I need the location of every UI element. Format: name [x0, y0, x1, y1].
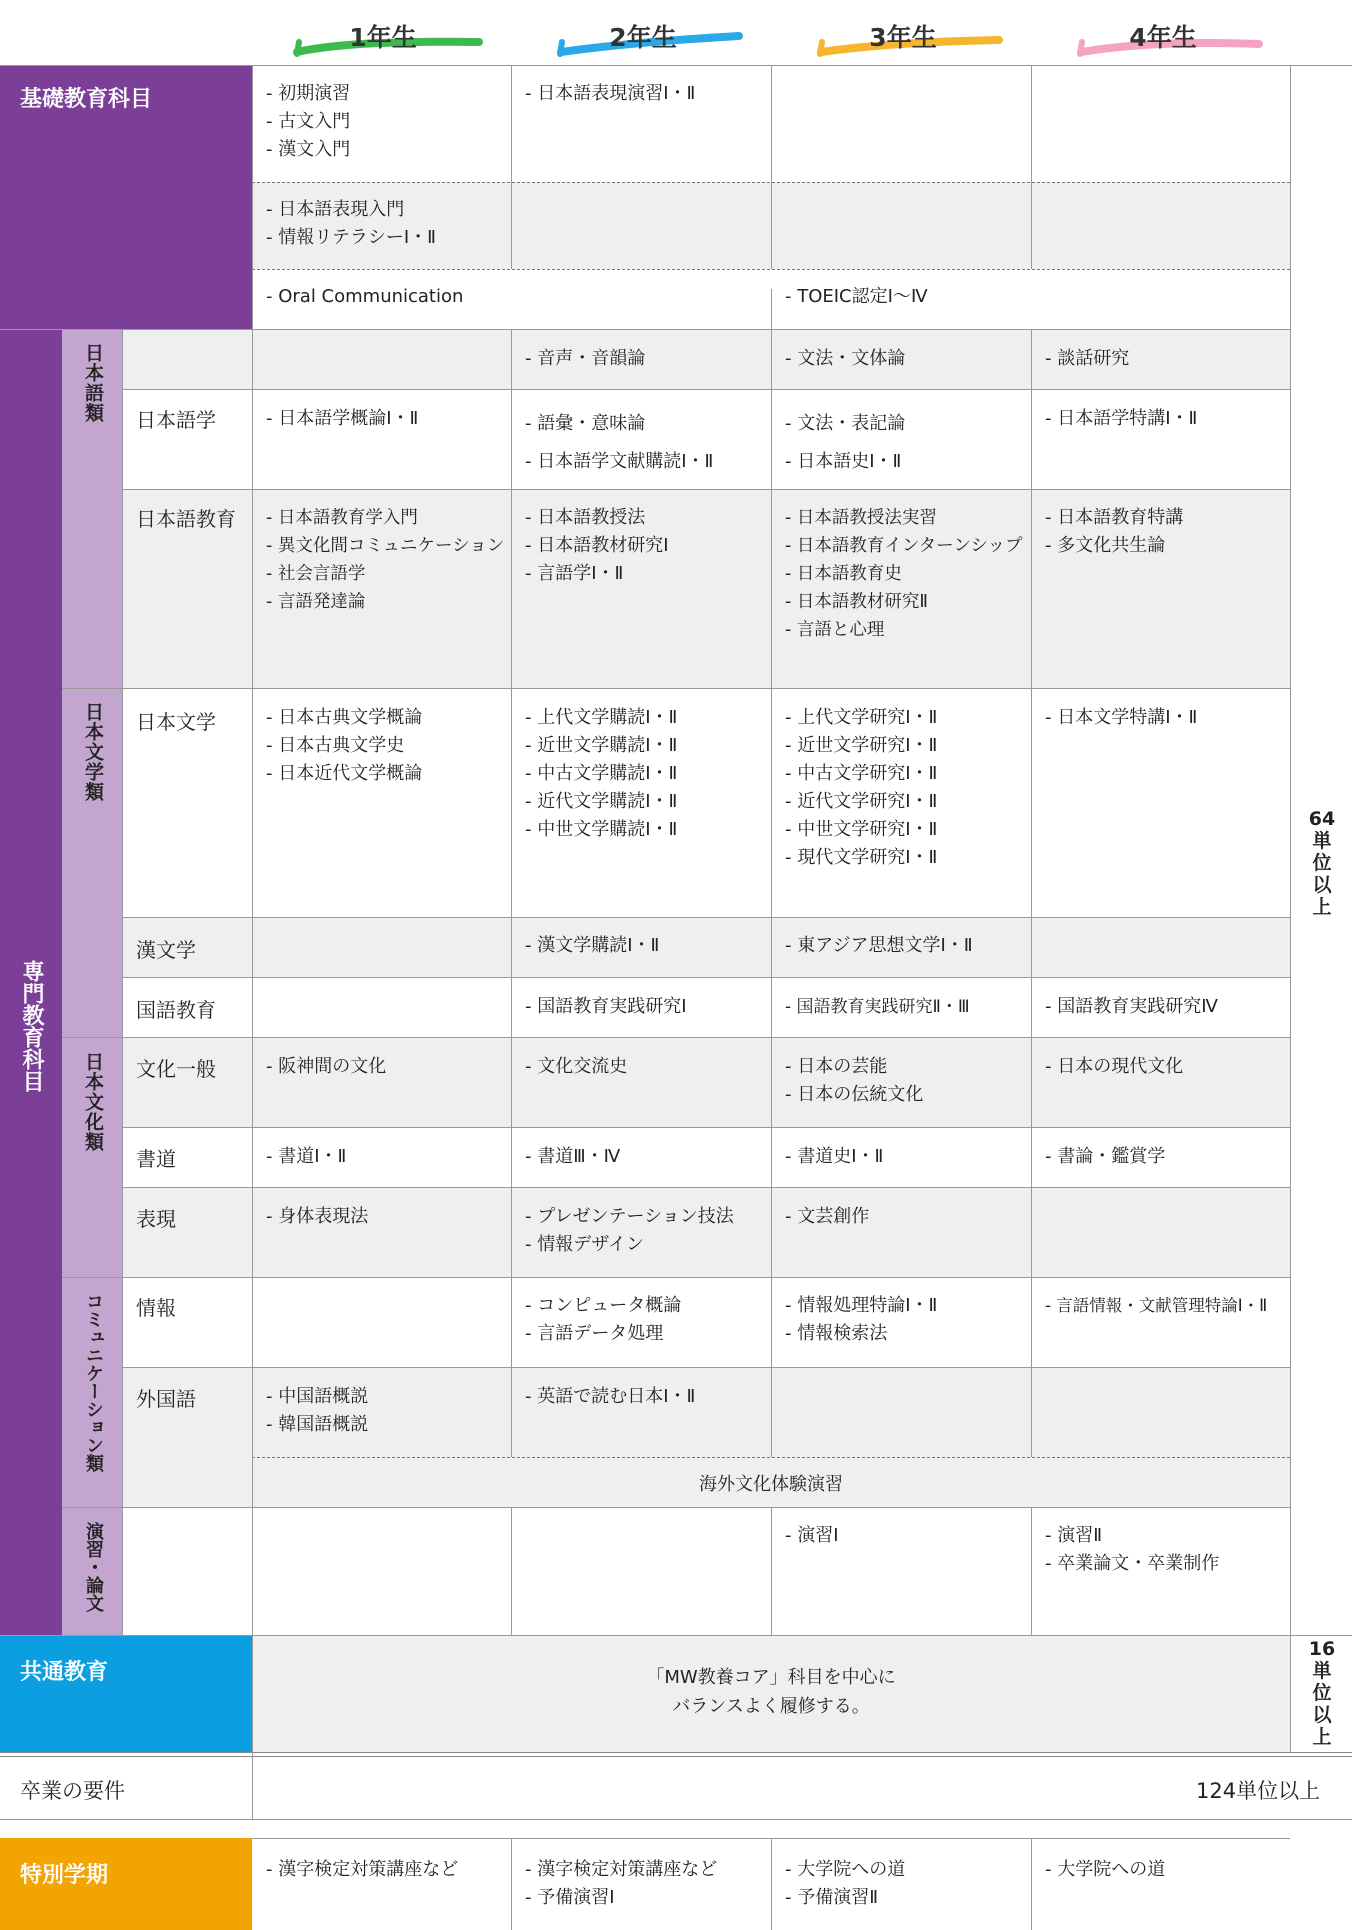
course-item: - 近世文学購読Ⅰ・Ⅱ: [525, 735, 678, 756]
course-cell: [771, 504, 1031, 644]
course-cell: [511, 80, 771, 108]
course-item: 16: [1308, 1638, 1336, 1660]
line-senmon-top: [0, 329, 1290, 330]
line: [122, 389, 1290, 390]
course-item: - 日本語教育学入門: [266, 508, 418, 528]
course-cell: [511, 1053, 771, 1081]
course-item: - 文法・表記論: [785, 413, 906, 434]
course-item: - 上代文学研究Ⅰ・Ⅱ: [785, 707, 938, 728]
course-item: - 国語教育実践研究Ⅰ: [525, 996, 687, 1017]
course-item: - 言語発達論: [266, 592, 366, 612]
subject-bunkaippan: 文化一般: [136, 1057, 216, 1081]
course-item: - 中世文学研究Ⅰ・Ⅱ: [785, 819, 938, 840]
line: [62, 688, 1290, 689]
senmon-label: 専門教育科目: [19, 960, 44, 1092]
tokubetsu-label: 特別学期: [20, 1863, 109, 1888]
subcat-comm: コミュニケーション類: [83, 1292, 104, 1472]
course-item: - 近代文学購読Ⅰ・Ⅱ: [525, 791, 678, 812]
course-item: - 日本の伝統文化: [785, 1084, 924, 1105]
course-cell: [1031, 504, 1290, 560]
course-item: - 上代文学購読Ⅰ・Ⅱ: [525, 707, 678, 728]
course-cell: [771, 1143, 1031, 1171]
course-cell: [771, 932, 1031, 960]
course-cell: [252, 1203, 511, 1231]
line: [62, 1277, 1290, 1278]
course-item: - 予備演習Ⅰ: [525, 1887, 615, 1908]
course-item: - 日本語教育史: [785, 564, 902, 584]
units-16: [1296, 1638, 1348, 1748]
line: [122, 977, 1290, 978]
course-cell: [511, 704, 771, 844]
course-item: 「MW教養コア」科目を中心に: [646, 1667, 896, 1688]
course-item: - 近代文学研究Ⅰ・Ⅱ: [785, 791, 938, 812]
course-item: - 書道Ⅰ・Ⅱ: [266, 1146, 347, 1167]
course-item: - 日本の現代文化: [1045, 1056, 1184, 1077]
course-cell: [1031, 1053, 1290, 1081]
course-item: 単: [1312, 1660, 1332, 1682]
subject-nihongogaku: 日本語学: [136, 408, 216, 432]
course-item: 単: [1312, 830, 1332, 852]
subcat-enshu: 演習・論文: [83, 1522, 104, 1612]
course-item: 位: [1312, 852, 1332, 874]
course-cell: [252, 405, 511, 433]
course-item: - 初期演習: [266, 83, 351, 104]
course-item: - 文法・文体論: [785, 348, 906, 369]
course-cell: [252, 1383, 511, 1439]
course-cell: [771, 345, 1031, 373]
line: [62, 1507, 1290, 1508]
line: [122, 1187, 1290, 1188]
course-item: - Oral Communication: [266, 286, 464, 307]
line-top: [0, 65, 1352, 66]
course-item: - 文芸創作: [785, 1206, 870, 1227]
dashed-line: [252, 1457, 1290, 1458]
vline: [771, 65, 772, 269]
line: [62, 1037, 1290, 1038]
vline: [511, 329, 512, 1457]
course-item: - 日本語教授法実習: [785, 508, 937, 528]
graduation-units: 124単位以上: [1196, 1779, 1321, 1803]
course-cell: [771, 704, 1031, 872]
course-cell: [511, 1292, 771, 1348]
course-item: - 多文化共生論: [1045, 535, 1166, 556]
year-header-2: 2年生: [513, 18, 773, 54]
course-cell: [771, 1292, 1031, 1348]
course-item: - 近世文学研究Ⅰ・Ⅱ: [785, 735, 938, 756]
course-cell: [511, 1383, 771, 1411]
bunkaippan-bg: [122, 1037, 1290, 1127]
subcat-bunka: 日本文化類: [82, 1052, 104, 1152]
overseas-program: 海外文化体験演習: [699, 1474, 843, 1495]
line: [122, 489, 1290, 490]
year-header-4: 4年生: [1033, 18, 1293, 54]
course-cell: [771, 283, 1031, 311]
course-item: - 書道史Ⅰ・Ⅱ: [785, 1146, 884, 1167]
course-cell: [1031, 1292, 1290, 1320]
course-cell: [511, 1203, 771, 1259]
course-item: - 中国語概説: [266, 1386, 369, 1407]
course-item: - 国語教育実践研究Ⅱ・Ⅲ: [785, 997, 970, 1017]
subject-joho: 情報: [136, 1296, 176, 1320]
kyotsu-description: [252, 1663, 1290, 1721]
course-item: - プレゼンテーション技法: [525, 1206, 734, 1227]
vline: [122, 329, 123, 1635]
vline: [511, 1507, 512, 1635]
course-item: - 古文入門: [266, 111, 351, 132]
course-item: - 漢文学購読Ⅰ・Ⅱ: [525, 935, 660, 956]
course-cell: [511, 405, 771, 481]
course-item: - 言語と心理: [785, 620, 885, 640]
course-item: - 日本語教材研究Ⅱ: [785, 592, 928, 612]
course-item: - 日本語教育特講: [1045, 507, 1184, 528]
course-cell: [771, 993, 1031, 1021]
course-cell: [252, 704, 511, 788]
course-item: - 言語データ処理: [525, 1323, 664, 1344]
course-cell: [252, 1053, 511, 1081]
course-item: 上: [1312, 1726, 1332, 1748]
course-item: - 国語教育実践研究Ⅳ: [1045, 996, 1218, 1017]
units-64: [1296, 808, 1348, 918]
subcat-nihongo: 日本語類: [82, 343, 104, 423]
line: [122, 1367, 1290, 1368]
course-cell: [1031, 1143, 1290, 1171]
subject-kanbungaku: 漢文学: [136, 938, 196, 962]
subject-shodo: 書道: [136, 1147, 176, 1171]
course-item: - 日本古典文学概論: [266, 707, 423, 728]
course-cell: [1031, 1856, 1290, 1884]
course-cell: [1031, 993, 1290, 1021]
course-cell: [252, 504, 511, 616]
vline: [1031, 329, 1032, 1457]
vline: [252, 65, 253, 1819]
course-item: - 日本語学文献購読Ⅰ・Ⅱ: [525, 451, 714, 472]
course-cell: [771, 1856, 1031, 1912]
course-item: - 言語学Ⅰ・Ⅱ: [525, 563, 624, 584]
course-item: - 日本語史Ⅰ・Ⅱ: [785, 451, 902, 472]
course-cell: [511, 1143, 771, 1171]
course-item: - 演習Ⅱ: [1045, 1525, 1103, 1546]
course-item: - 書論・鑑賞学: [1045, 1146, 1166, 1167]
course-item: - 語彙・意味論: [525, 413, 646, 434]
course-item: - 日本語学概論Ⅰ・Ⅱ: [266, 408, 419, 429]
vline: [1031, 65, 1032, 269]
course-item: - 情報処理特論Ⅰ・Ⅱ: [785, 1295, 938, 1316]
course-item: - 情報デザイン: [525, 1234, 644, 1255]
dashed-line: [252, 269, 1290, 270]
course-cell: [252, 80, 511, 164]
course-item: - 情報リテラシーⅠ・Ⅱ: [266, 227, 437, 248]
course-item: - 大学院への道: [1045, 1859, 1166, 1880]
course-item: - 東アジア思想文学Ⅰ・Ⅱ: [785, 935, 973, 956]
course-item: - 演習Ⅰ: [785, 1525, 839, 1546]
course-item: - 予備演習Ⅱ: [785, 1887, 879, 1908]
course-item: - 日本語教授法: [525, 507, 646, 528]
course-item: - 日本の芸能: [785, 1056, 888, 1077]
course-item: - 異文化間コミュニケーション: [266, 536, 505, 556]
year-header-1: 1年生: [253, 18, 513, 54]
kyotsu-label: 共通教育: [20, 1660, 109, 1685]
course-item: - 日本古典文学史: [266, 735, 405, 756]
course-item: - 日本語学特講Ⅰ・Ⅱ: [1045, 408, 1198, 429]
course-cell: [1031, 1522, 1290, 1578]
course-cell: [1031, 345, 1290, 373]
course-item: - 卒業論文・卒業制作: [1045, 1553, 1220, 1574]
subcat-bungaku: 日本文学類: [82, 702, 104, 802]
line: [0, 1819, 1352, 1820]
course-item: - 日本語表現演習Ⅰ・Ⅱ: [525, 83, 696, 104]
course-item: - 中世文学購読Ⅰ・Ⅱ: [525, 819, 678, 840]
course-item: - 韓国語概説: [266, 1414, 369, 1435]
course-cell: [1031, 704, 1290, 732]
course-item: - 言語情報・文献管理特論Ⅰ・Ⅱ: [1045, 1296, 1268, 1315]
course-cell: [511, 504, 771, 588]
line: [0, 1635, 1352, 1636]
course-cell: [511, 1856, 771, 1912]
course-cell: [511, 932, 771, 960]
course-item: - 社会言語学: [266, 564, 366, 584]
course-item: - 漢字検定対策講座など: [525, 1859, 718, 1880]
course-item: 上: [1312, 896, 1332, 918]
course-item: - 談話研究: [1045, 348, 1130, 369]
course-item: - 日本近代文学概論: [266, 763, 423, 784]
subject-nihonbungaku: 日本文学: [136, 710, 216, 734]
course-item: バランスよく履修する。: [672, 1696, 870, 1717]
year-header-3: 3年生: [773, 18, 1033, 54]
course-cell: [252, 1856, 511, 1884]
course-item: - 現代文学研究Ⅰ・Ⅱ: [785, 847, 938, 868]
sotsugyo-label: 卒業の要件: [20, 1779, 125, 1803]
subject-kokugo: 国語教育: [136, 998, 216, 1022]
course-item: - 大学院への道: [785, 1859, 906, 1880]
vline: [1031, 1838, 1032, 1930]
course-item: - 文化交流史: [525, 1056, 628, 1077]
course-cell: [771, 1203, 1031, 1231]
line: [122, 1127, 1290, 1128]
course-cell: [511, 345, 771, 373]
vline: [1290, 65, 1291, 1752]
course-item: - 中古文学研究Ⅰ・Ⅱ: [785, 763, 938, 784]
course-item: 以: [1312, 874, 1332, 896]
course-cell: [1031, 405, 1290, 433]
course-item: - 身体表現法: [266, 1206, 369, 1227]
course-item: - 英語で読む日本Ⅰ・Ⅱ: [525, 1386, 696, 1407]
course-item: - 阪神間の文化: [266, 1056, 387, 1077]
line: [122, 917, 1290, 918]
course-item: - 漢文入門: [266, 139, 351, 160]
course-item: - 日本文学特講Ⅰ・Ⅱ: [1045, 707, 1198, 728]
course-cell: [771, 405, 1031, 481]
course-item: - 書道Ⅲ・Ⅳ: [525, 1146, 621, 1167]
course-item: - 漢字検定対策講座など: [266, 1859, 459, 1880]
course-item: - 音声・音韻論: [525, 348, 646, 369]
course-cell: [771, 1522, 1031, 1550]
course-item: - 日本語教材研究Ⅰ: [525, 535, 669, 556]
course-cell: [252, 1143, 511, 1171]
course-item: - コンピュータ概論: [525, 1295, 682, 1316]
course-item: - 中古文学購読Ⅰ・Ⅱ: [525, 763, 678, 784]
course-item: - TOEIC認定Ⅰ～Ⅳ: [785, 286, 928, 307]
kyotsu-block: [0, 1636, 252, 1752]
kiso-label: 基礎教育科目: [20, 87, 153, 112]
course-cell: [511, 993, 771, 1021]
subject-nihongokyoiku: 日本語教育: [136, 507, 236, 531]
course-item: 64: [1308, 808, 1336, 830]
line-double: [0, 1752, 1352, 1757]
course-cell: [252, 196, 511, 252]
subject-hyogen: 表現: [136, 1207, 176, 1231]
course-item: - 情報検索法: [785, 1323, 888, 1344]
course-item: - 日本語表現入門: [266, 199, 405, 220]
course-cell: [771, 1053, 1031, 1109]
course-item: 以: [1312, 1704, 1332, 1726]
course-item: - 日本語教育インターンシップ: [785, 536, 1023, 556]
course-item: 位: [1312, 1682, 1332, 1704]
course-cell: [252, 283, 511, 311]
subject-gaikokugo: 外国語: [136, 1387, 196, 1411]
